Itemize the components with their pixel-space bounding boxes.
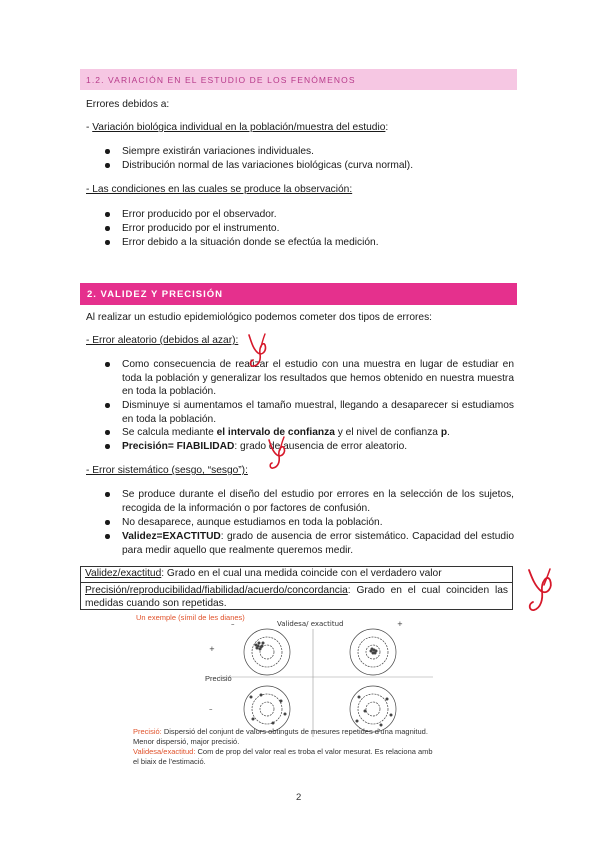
list-item (122, 440, 514, 454)
list-item: Se produce durante el diseño del estudio por errores en la selección de los sujetos, recogida de la información o por factores de confusión. (122, 489, 514, 514)
group-heading-variacion-biologica (86, 121, 388, 135)
note-label: Precisió: (133, 727, 162, 736)
note-text: Menor dispersió, major precisió. (133, 737, 240, 746)
handwritten-mark-icon (523, 566, 557, 616)
side-minus-label: – (209, 705, 213, 713)
definition-body: : Grado en el cual coinciden las medidas cuando son repetidas. (85, 585, 508, 609)
group-heading-condiciones: - Las condiciones en las cuales se produce la observación: (86, 184, 353, 195)
target-top-left (244, 629, 290, 675)
target-diagram (201, 619, 433, 737)
list-item: Error producido por el observador. (122, 208, 514, 222)
definition-row (81, 567, 512, 583)
note-text: Dispersió del conjunt de valors obtinguts de mesures repetides d'una magnitud. (161, 727, 428, 736)
bold-run: p (440, 427, 448, 438)
list-item (122, 530, 514, 557)
text-run: . (447, 427, 450, 438)
note-text: el biaix de l'estimació. (133, 757, 206, 766)
list-item: Como consecuencia de realizar el estudio con una muestra en lugar de estudiar en toda la población y generalizar los resultados que hemos obtenido en nuestra muestra en toda la población. (122, 359, 514, 397)
bold-run: Validez=EXACTITUD (122, 531, 221, 542)
list-item: Error debido a la situación donde se efectúa la medición. (122, 236, 514, 250)
side-label-precisio: Precisió (205, 674, 232, 683)
group-heading-error-sistematico: - Error sistemático (sesgo, “sesgo”): (86, 465, 248, 476)
section-heading-validez (80, 283, 517, 305)
bold-run: el intervalo de confianza (216, 427, 335, 438)
definition-term: Precisión/reproducibilidad/fiabilidad/acuerdo/concordancia (85, 585, 348, 596)
definitions-table (80, 566, 513, 610)
list-item (122, 426, 514, 440)
figure-note (133, 737, 239, 747)
figure-note (133, 757, 206, 767)
definition-term: Validez/exactitud (85, 568, 162, 579)
axis-title-validesa: Validesa/ exactitud (277, 620, 344, 628)
definition-body: : Grado en el cual una medida coincide con el verdadero valor (161, 568, 442, 579)
text-run: Se calcula mediante (122, 427, 217, 438)
note-label: Validesa/exactitud: (133, 747, 196, 756)
figure-note (133, 727, 428, 737)
heading-prefix: - (86, 122, 93, 133)
intro-text: Al realizar un estudio epidemiológico podemos cometer dos tipos de errores: (86, 312, 432, 323)
figure-caption: Un exemple (símil de les dianes) (136, 613, 245, 622)
text-run: y el nivel de confianza (334, 427, 441, 438)
target-bottom-left (244, 686, 290, 732)
target-bottom-right (350, 686, 396, 732)
handwritten-mark-icon (246, 331, 272, 369)
list-item: Error producido por el instrumento. (122, 222, 514, 236)
group-heading-error-aleatorio: - Error aleatorio (debidos al azar): (86, 335, 239, 346)
figure-note (133, 747, 433, 757)
list-item: No desaparece, aunque estudiamos en toda la población. (122, 516, 514, 530)
axis-minus-label: – (231, 620, 235, 628)
axis-plus-label: + (397, 620, 403, 628)
list-item: Disminuye si aumentamos el tamaño muestral, llegando a desaparecer si estudiamos en toda la población. (122, 400, 514, 425)
heading-suffix: : (385, 122, 389, 133)
list-item: Siempre existirán variaciones individuales. (122, 145, 514, 159)
note-text: Com de prop del valor real es troba el valor mesurat. Es relaciona amb (195, 747, 433, 756)
section-heading-text: 1.2. VARIACIÓN EN EL ESTUDIO DE LOS FENÓMENOS (86, 74, 356, 85)
definition-row (85, 584, 508, 610)
section-heading-text: 2. VALIDEZ Y PRECISIÓN (87, 288, 224, 300)
list-item: Distribución normal de las variaciones biológicas (curva normal). (122, 159, 514, 173)
handwritten-mark-icon (266, 435, 290, 471)
bold-run: Precisión= FIABILIDAD (122, 441, 235, 452)
text-run: : grado de ausencia de error aleatorio. (234, 441, 408, 452)
target-top-right (350, 629, 396, 675)
page-number: 2 (296, 792, 302, 803)
definition-text (85, 568, 442, 579)
heading-underlined: Variación biológica individual en la población/muestra del estudio (92, 122, 386, 133)
section-heading-variacion (80, 69, 517, 90)
side-plus-label: + (209, 645, 215, 653)
intro-text: Errores debidos a: (86, 99, 170, 110)
text-run: : grado de ausencia de error sistemático. Capacidad del estudio para medir aquello que realmente queremos medir. (122, 531, 514, 556)
